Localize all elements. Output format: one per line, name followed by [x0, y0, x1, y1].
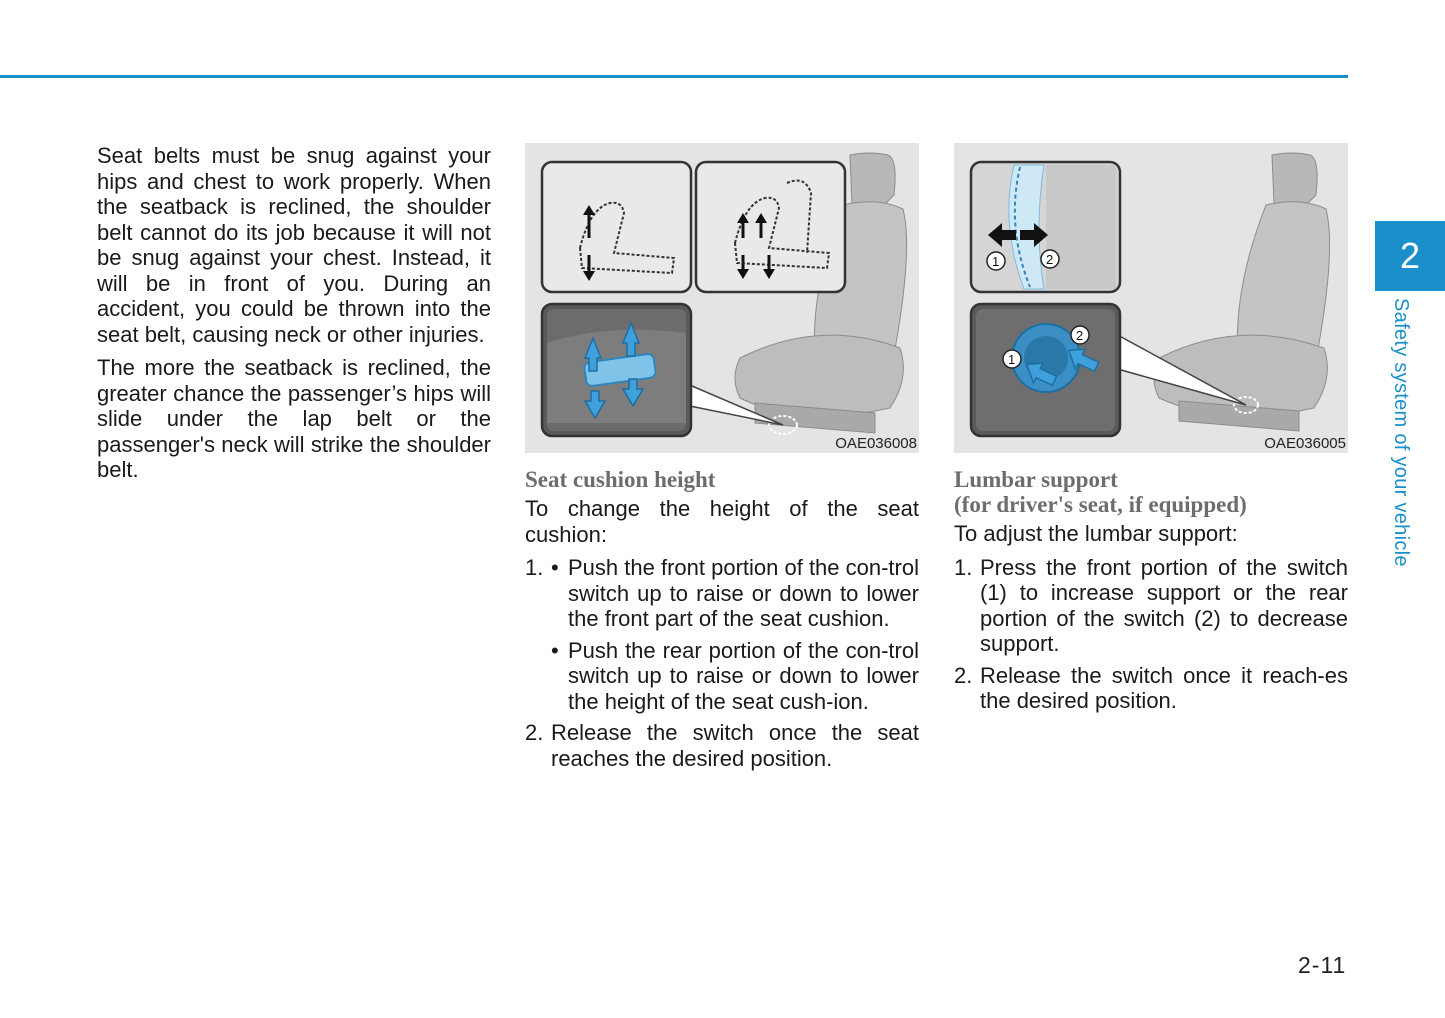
chapter-title: Safety system of your vehicle — [1390, 298, 1412, 567]
seat-cushion-step-1 — [525, 555, 919, 714]
seat-cushion-heading-text: Seat cushion height — [525, 467, 716, 492]
figure-code-OAE036005: OAE036005 — [1260, 435, 1346, 453]
seat-drawing — [1154, 153, 1330, 431]
header-rule — [0, 75, 1348, 78]
seat-cushion-figure — [525, 143, 919, 453]
step-number: 1. — [525, 555, 544, 580]
lumbar-steps — [954, 555, 1348, 714]
figure-code-OAE036008: OAE036008 — [831, 435, 917, 453]
bullet-text: Push the rear portion of the con-trol switch up to raise or down to lower the height of the seat cush-ion. — [568, 637, 919, 714]
front-height-inset — [542, 162, 691, 292]
lumbar-illustration — [954, 143, 1348, 453]
bullet-dot: • — [551, 637, 559, 663]
lumbar-support-section — [954, 143, 1348, 720]
seat-cushion-step-2 — [525, 720, 919, 771]
seat-cushion-steps — [525, 555, 919, 771]
step-1-bullet-front — [551, 555, 919, 632]
lumbar-support-figure — [954, 143, 1348, 453]
step-text: Release the switch once the seat reaches the desired position. — [551, 720, 919, 771]
lumbar-intro: To adjust the lumbar support: — [954, 521, 1238, 546]
lumbar-step-1 — [954, 555, 1348, 657]
step-1-bullets — [551, 555, 919, 714]
left-column — [97, 143, 491, 491]
page-number: 2-11 — [1298, 952, 1347, 978]
lumbar-step-2 — [954, 663, 1348, 714]
seat-cushion-intro: To change the height of the seat cushion: — [525, 496, 919, 547]
lumbar-side-inset — [971, 162, 1120, 292]
seat-cushion-heading — [525, 467, 919, 492]
callout-2-label: 2 — [1046, 252, 1054, 267]
step-number: 1. — [954, 554, 973, 580]
lumbar-switch-inset — [971, 304, 1120, 436]
paragraph-seatbelt-snug: Seat belts must be snug against your hips and chest to work properly. When the seatback is reclined, the shoulder belt cannot do its job because it will not be snug against your chest. Instead, it will be in front of you. During an accident, you could be thrown into the seat belt, causing neck or other injuries. — [97, 143, 491, 347]
callout-1-label: 1 — [992, 254, 1000, 269]
bullet-text: Push the front portion of the con-trol switch up to raise or down to lower the front part of the seat cushion. — [568, 555, 919, 631]
switch-closeup-inset — [542, 304, 691, 436]
paragraph-seatback-reclined: The more the seatback is reclined, the greater chance the passenger’s hips will slide under the lap belt or the passenger's neck will strike the shoulder belt. — [97, 355, 491, 482]
seat-cushion-section — [525, 143, 919, 777]
lumbar-support-heading — [954, 467, 1348, 517]
step-number: 2. — [954, 662, 973, 688]
bullet-dot: • — [551, 555, 559, 580]
callout-1-label-switch: 1 — [1008, 352, 1016, 367]
step-text: Release the switch once it reach-es the desired position. — [980, 662, 1348, 713]
rear-height-inset — [696, 162, 845, 292]
seat-cushion-illustration — [525, 143, 919, 453]
chapter-number-tab: 2 — [1375, 221, 1445, 291]
step-text: Press the front portion of the switch (1) to increase support or the rear portion of the switch (2) to decrease support. — [980, 554, 1348, 656]
lumbar-heading-line2: (for driver's seat, if equipped) — [954, 492, 1247, 517]
step-1-bullet-rear — [551, 638, 919, 715]
callout-2-label-switch: 2 — [1076, 328, 1084, 343]
lumbar-heading-line1: Lumbar support — [954, 467, 1118, 492]
step-number: 2. — [525, 720, 544, 745]
